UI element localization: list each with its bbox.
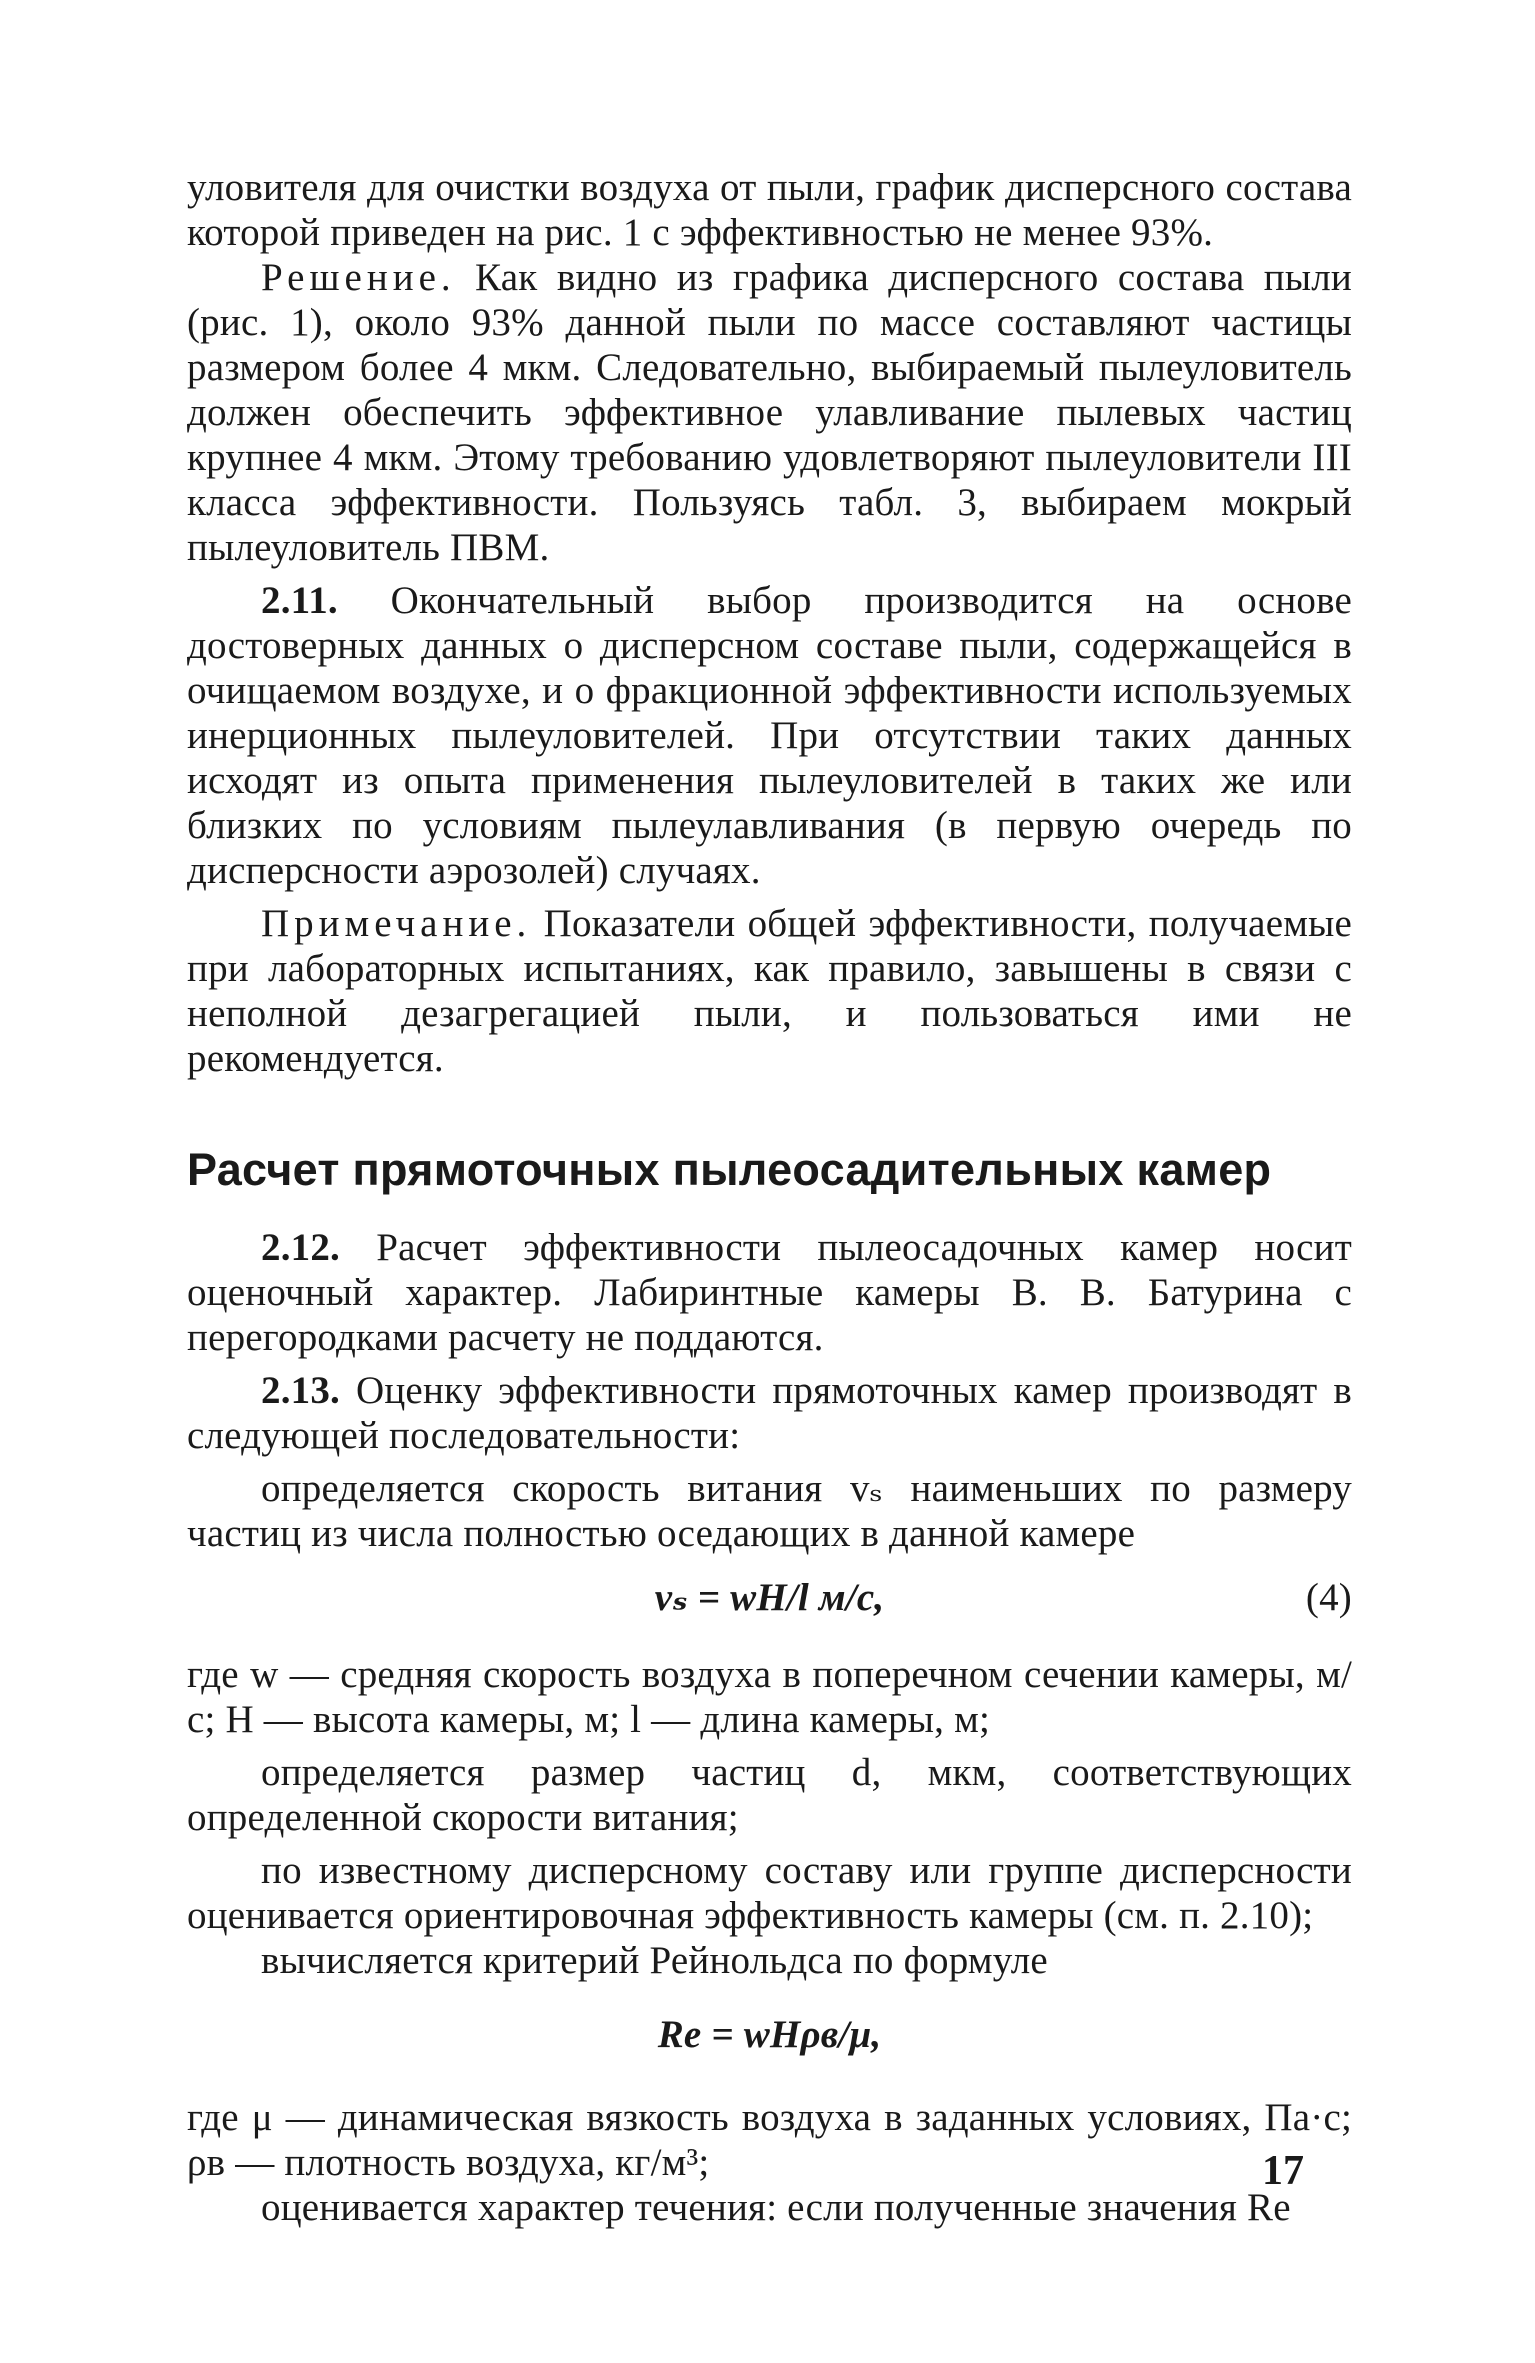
- item-number-2-13: 2.13.: [261, 1369, 340, 1412]
- note-lead: Примечание.: [261, 902, 532, 945]
- paragraph-solution: [187, 255, 1352, 570]
- formula-reynolds: Re = wHρв/μ,: [657, 2013, 882, 2056]
- paragraph-where-mu: где μ — динамическая вязкость воздуха в заданных условиях, Па·с; ρв — плотность воздуха, кг/м³;: [187, 2096, 1352, 2184]
- solution-text: Как видно из графика дисперсного состава пыли (рис. 1), около 93% данной пыли по массе составляют частицы размером более 4 мкм. Следовательно, выбираемый пылеуловитель должен обеспечить эффективное улавливание пылевых частиц крупнее 4 мкм. Этому требованию удовлетворяют пылеуловители III класса эффективности. Пользуясь табл. 3, выбираем мокрый пылеуловитель ПВМ.: [187, 256, 1352, 569]
- solution-lead: Решение.: [261, 256, 456, 299]
- page-content: [187, 165, 1352, 2230]
- item-text-2-13: Оценку эффективности прямоточных камер производят в следующей последовательности:: [187, 1369, 1352, 1457]
- paragraph-2-11: [187, 578, 1352, 893]
- section-heading: Расчет прямоточных пылеосадительных камер: [187, 1144, 1272, 1195]
- paragraph-efficiency-estimate: по известному дисперсному составу или группе дисперсности оценивается ориентировочная эффективность камеры (см. п. 2.10);: [187, 1849, 1352, 1937]
- item-number-2-11: 2.11.: [261, 579, 338, 622]
- item-number-2-12: 2.12.: [261, 1226, 340, 1269]
- note-text: Показатели общей эффективности, получаемые при лабораторных испытаниях, как правило, завышены в связи с неполной дезагрегацией пыли, и пользоваться ими не рекомендуется.: [187, 902, 1352, 1080]
- paragraph-flow-character: оценивается характер течения: если полученные значения Re: [261, 2186, 1291, 2229]
- paragraph-2-13: [187, 1368, 1352, 1458]
- paragraph-where-w: где w — средняя скорость воздуха в поперечном сечении камеры, м/с; H — высота камеры, м; l — длина камеры, м;: [187, 1653, 1352, 1741]
- formula-4-expression: vₛ = wH/l м/с,: [654, 1576, 885, 1619]
- item-text-2-12: Расчет эффективности пылеосадочных камер носит оценочный характер. Лабиринтные камеры В. В. Батурина с перегородками расчету не поддаются.: [187, 1226, 1352, 1359]
- paragraph-2-12: [187, 1225, 1352, 1360]
- formula-4: [187, 1566, 1352, 1630]
- item-text-2-11: Окончательный выбор производится на основе достоверных данных о дисперсном составе пыли, содержащейся в очищаемом воздухе, и о фракционной эффективности используемых инерционных пылеуловителей. При отсутствии таких данных исходят из опыта применения пылеуловителей в таких же или близких по условиям пылеулавливания (в первую очередь по дисперсности аэрозолей) случаях.: [187, 579, 1352, 892]
- paragraph-settling-velocity: определяется скорость витания vₛ наименьших по размеру частиц из числа полностью оседающих в данной камере: [187, 1467, 1352, 1555]
- paragraph-reynolds: вычисляется критерий Рейнольдса по формуле: [261, 1939, 1048, 1982]
- paragraph-particle-size: определяется размер частиц d, мкм, соответствующих определенной скорости витания;: [187, 1751, 1352, 1839]
- paragraph-note: [187, 901, 1352, 1081]
- formula-4-number: (4): [1305, 1576, 1352, 1619]
- paragraph-continuation: уловителя для очистки воздуха от пыли, график дисперсного состава которой приведен на рис. 1 с эффективностью не менее 93%.: [187, 166, 1352, 254]
- page-number: 17: [1262, 2148, 1304, 2194]
